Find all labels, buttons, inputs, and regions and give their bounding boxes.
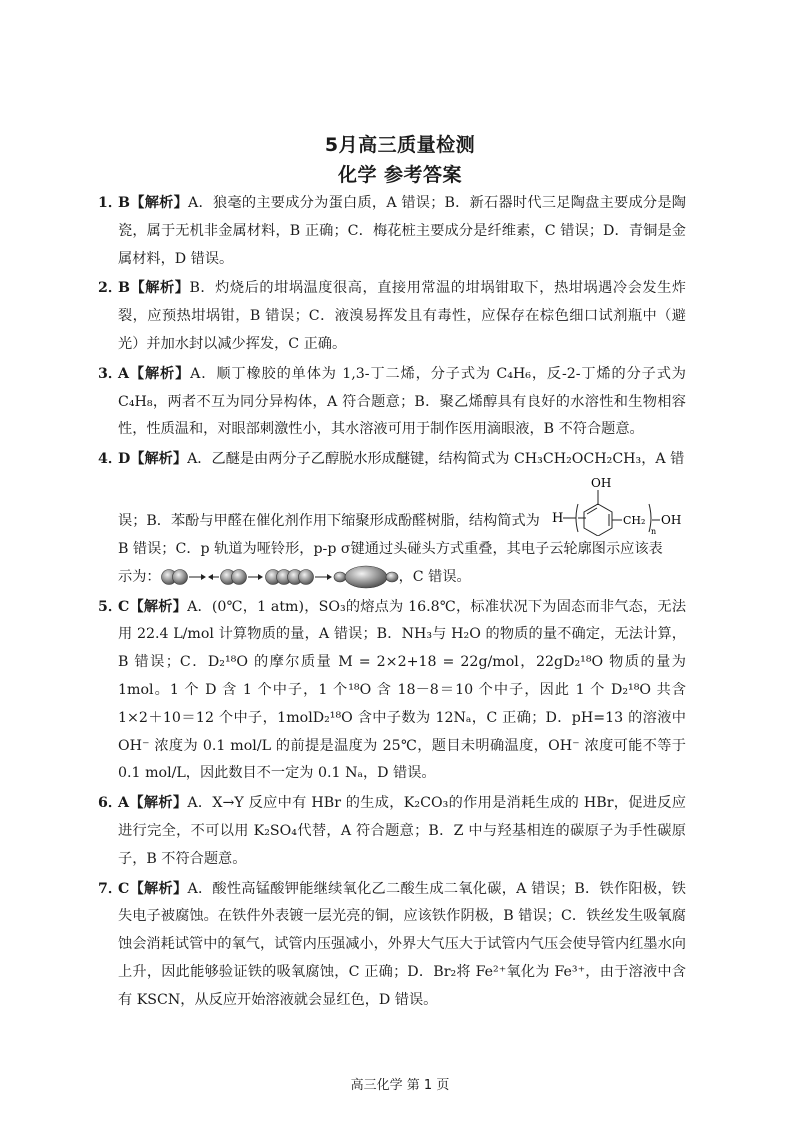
question-number: 3． bbox=[98, 365, 123, 382]
answer-key: A【解析】 bbox=[118, 795, 188, 812]
explanation-text: A．乙醚是由两分子乙醇脱水形成醚键，结构简式为 CH₃CH₂OCH₂CH₃，A 错 bbox=[187, 451, 685, 468]
page-subtitle: 化学 参考答案 bbox=[337, 164, 463, 186]
answer-key: B【解析】 bbox=[118, 280, 190, 297]
explanation-text: B 错误；C．p 轨道为哑铃形，p-p σ键通过头碰头方式重叠，其电子云轮廓图示应该表 bbox=[118, 540, 663, 557]
structure-oh-end-label: OH bbox=[661, 512, 682, 527]
explanation-text: B．灼烧后的坩埚温度很高，直接用常温的坩埚钳取下，热坩埚遇冷会发生炸裂，应预热坩埚钳，B 错误；C．液溴易挥发且有毒性，应保存在棕色细口试剂瓶中（避光）并加水封以减少挥发，C 正确。 bbox=[118, 280, 686, 352]
explanation-text: ，C 错误。 bbox=[398, 568, 471, 585]
question-1 bbox=[98, 190, 686, 273]
question-number: 1． bbox=[98, 195, 123, 211]
explanation-text: A．X→Y 反应中有 HBr 的生成，K₂CO₃的作用是消耗生成的 HBr，促进反应进行完全，不可以用 K₂SO₄代替，A 符合题意；B．Z 中与羟基相连的碳原子为手性碳原子，B 不符合题意。 bbox=[118, 795, 686, 867]
question-number: 4． bbox=[98, 451, 123, 468]
structure-oh-top-label: OH bbox=[591, 475, 612, 490]
explanation-text: A．狼毫的主要成分为蛋白质，A 错误；B．新石器时代三足陶盘主要成分是陶瓷，属于无机非金属材料，B 正确；C．梅花桩主要成分是纤维素，C 错误；D．青铜是金属材料，D 错误。 bbox=[118, 195, 686, 267]
answer-key: D【解析】 bbox=[118, 451, 188, 468]
explanation-text: 示为： bbox=[118, 568, 161, 585]
structure-ch2-label: CH₂ bbox=[623, 513, 646, 527]
question-number: 6． bbox=[98, 795, 123, 812]
page-title: 5月高三质量检测 bbox=[324, 134, 476, 156]
structure-n-subscript: n bbox=[651, 526, 657, 536]
explanation-text: 误；B．苯酚与甲醛在催化剂作用下缩聚形成酚醛树脂，结构简式为 bbox=[118, 512, 540, 529]
explanation-text: A．酸性高锰酸钾能继续氧化乙二酸生成二氧化碳，A 错误；B．铁作阳极，铁失电子被腐蚀。在铁件外表镀一层光亮的铜，应该铁作阴极，B 错误；C．铁丝发生吸氧腐蚀会消耗试管中的氧气，试管内压强减小，外界大气压大于试管内气压会使导管内红墨水向上升，因此能够验证铁的吸氧腐蚀，C 正确；D．Br₂将 Fe²⁺氧化为 Fe³⁺，由于溶液中含有 KSCN，从反应开始溶液就会显红色，D 错误。 bbox=[118, 880, 686, 1008]
answer-key: C【解析】 bbox=[118, 880, 188, 897]
question-number: 7． bbox=[98, 880, 123, 897]
answer-key: A【解析】 bbox=[118, 365, 191, 382]
phenolic-resin-structure-icon bbox=[552, 474, 688, 536]
p-orbital-overlap-diagram-icon bbox=[161, 565, 399, 589]
question-2 bbox=[98, 275, 686, 358]
question-3 bbox=[98, 361, 686, 444]
answer-key: B【解析】 bbox=[118, 195, 189, 211]
question-4 bbox=[98, 446, 686, 591]
answers-body bbox=[98, 190, 687, 1015]
answer-key: C【解析】 bbox=[118, 598, 188, 615]
explanation-text: A．(0℃，1 atm)，SO₃的熔点为 16.8℃，标准状况下为固态而非气态，无法用 22.4 L/mol 计算物质的量，A 错误；B．NH₃与 H₂O 的物质的量不确定，无法计算，B 错误；C．D₂¹⁸O 的摩尔质量 M = 2×2+18 = 22g/mol，22gD₂¹⁸O 物质的量为 1mol。1 个 D 含 1 个中子，1 个¹⁸O 含 18－8＝10 个中子，因此 1 个 D₂¹⁸O 共含 1×2＋10＝12 个中子，1molD₂¹⁸O 含中子数为 12Nₐ，C 正确；D．pH=13 的溶液中 OH⁻ 浓度为 0.1 mol/L 的前提是温度为 25℃，题目未明确温度，OH⁻ 浓度可能不等于 0.1 mol/L，因此数目不一定为 0.1 Nₐ，D 错误。 bbox=[118, 598, 687, 782]
question-number: 2． bbox=[98, 280, 123, 297]
explanation-text: A．顺丁橡胶的单体为 1,3-丁二烯，分子式为 C₄H₆，反-2-丁烯的分子式为 C₄H₈，两者不互为同分异构体，A 符合题意；B．聚乙烯醇具有良好的水溶性和生物相容性，性质温和，对眼部刺激性小，其水溶液可用于制作医用滴眼液，B 不符合题意。 bbox=[118, 365, 686, 438]
question-7 bbox=[98, 876, 686, 1015]
structure-line bbox=[118, 474, 686, 536]
page-footer: 高三化学 第 1 页 bbox=[350, 1078, 450, 1093]
question-number: 5． bbox=[98, 598, 123, 615]
question-5 bbox=[98, 594, 687, 789]
structure-h-label: H bbox=[552, 510, 564, 526]
question-6 bbox=[98, 790, 686, 873]
